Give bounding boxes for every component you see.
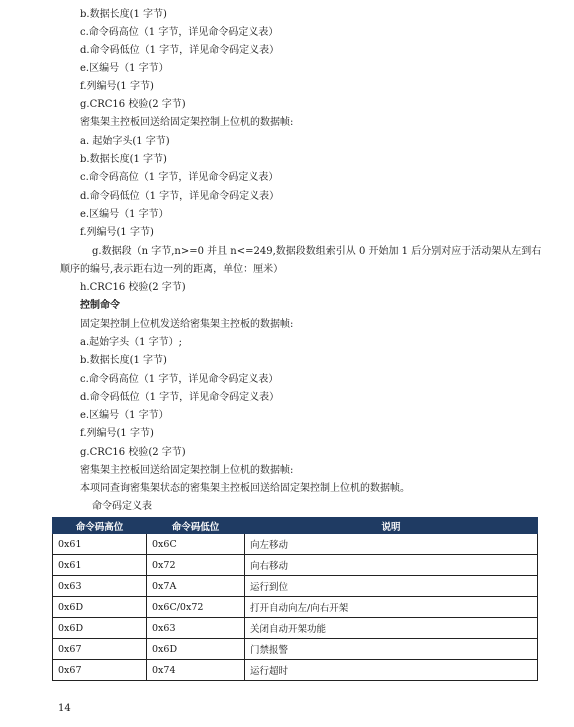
page-number: 14	[58, 703, 71, 714]
text-line: b.数据长度(1 字节)	[80, 154, 167, 165]
table-cell: 向左移动	[245, 534, 538, 555]
table-cell: 0x6C	[147, 534, 245, 555]
text-line: e.区编号（1 字节）	[80, 410, 169, 421]
text-line: 固定架控制上位机发送给密集架主控板的数据帧:	[80, 319, 294, 330]
table-cell: 0x63	[53, 576, 147, 597]
text-line: e.区编号（1 字节）	[80, 63, 169, 74]
section-heading: 控制命令	[80, 300, 120, 311]
text-line: 本项同查询密集架状态的密集架主控板回送给固定架控制上位机的数据帧。	[80, 483, 410, 494]
table-cell: 0x67	[53, 639, 147, 660]
table-cell: 向右移动	[245, 555, 538, 576]
text-line: h.CRC16 校验(2 字节)	[80, 282, 186, 293]
text-line: c.命令码高位（1 字节，详见命令码定义表）	[80, 172, 279, 183]
text-line: b.数据长度(1 字节)	[80, 9, 167, 20]
text-line: c.命令码高位（1 字节，详见命令码定义表）	[80, 27, 279, 38]
table-caption: 命令码定义表	[92, 501, 152, 512]
table-row	[53, 618, 538, 639]
text-line: g.数据段（n 字节,n>=0 并且 n<=249,数据段数组索引从 0 开始加 1 后分别对应于活动架从左到右	[92, 246, 542, 257]
text-line: c.命令码高位（1 字节，详见命令码定义表）	[80, 374, 279, 385]
table-cell: 运行超时	[245, 660, 538, 681]
text-line: 密集架主控板回送给固定架控制上位机的数据帧:	[80, 465, 294, 476]
table-row	[53, 576, 538, 597]
table-cell: 0x6D	[147, 639, 245, 660]
table-row	[53, 597, 538, 618]
table-cell: 0x63	[147, 618, 245, 639]
text-line: 顺序的编号,表示距右边一列的距离，单位：厘米）	[60, 264, 284, 275]
text-line: 密集架主控板回送给固定架控制上位机的数据帧:	[80, 117, 294, 128]
table-cell: 运行到位	[245, 576, 538, 597]
text-line: f.列编号(1 字节)	[80, 81, 154, 92]
text-line: f.列编号(1 字节)	[80, 428, 154, 439]
table-header-row	[53, 518, 538, 534]
text-line: a.起始字头（1 字节）;	[80, 337, 183, 348]
table-row	[53, 555, 538, 576]
text-line: g.CRC16 校验(2 字节)	[80, 447, 186, 458]
column-header: 说明	[245, 518, 538, 534]
text-line: e.区编号（1 字节）	[80, 209, 169, 220]
text-line: d.命令码低位（1 字节，详见命令码定义表）	[80, 392, 280, 403]
table-cell: 0x61	[53, 534, 147, 555]
table-cell: 0x6C/0x72	[147, 597, 245, 618]
table-cell: 门禁报警	[245, 639, 538, 660]
table-cell: 0x7A	[147, 576, 245, 597]
table-cell: 关闭自动开架功能	[245, 618, 538, 639]
text-line: d.命令码低位（1 字节，详见命令码定义表）	[80, 45, 280, 56]
text-line: b.数据长度(1 字节)	[80, 355, 167, 366]
text-line: a. 起始字头(1 字节)	[80, 136, 170, 147]
table-cell: 打开自动向左/向右开架	[245, 597, 538, 618]
text-line: d.命令码低位（1 字节，详见命令码定义表）	[80, 191, 280, 202]
table-cell: 0x61	[53, 555, 147, 576]
table-cell: 0x6D	[53, 597, 147, 618]
table-row	[53, 639, 538, 660]
command-code-table	[52, 517, 538, 681]
table-cell: 0x72	[147, 555, 245, 576]
column-header: 命令码高位	[53, 518, 147, 534]
column-header: 命令码低位	[147, 518, 245, 534]
table-row	[53, 534, 538, 555]
table-cell: 0x67	[53, 660, 147, 681]
text-line: g.CRC16 校验(2 字节)	[80, 99, 186, 110]
table-row	[53, 660, 538, 681]
text-line: f.列编号(1 字节)	[80, 227, 154, 238]
table-cell: 0x74	[147, 660, 245, 681]
table-cell: 0x6D	[53, 618, 147, 639]
